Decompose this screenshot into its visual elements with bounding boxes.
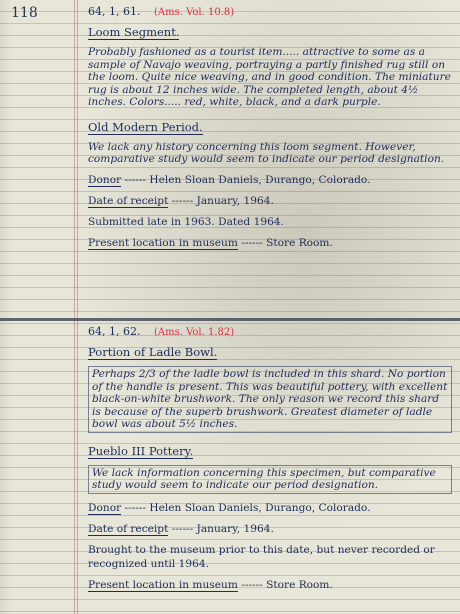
page-number: 118: [11, 5, 38, 21]
entry-title: Portion of Ladle Bowl.: [88, 345, 218, 359]
period-title: Old Modern Period.: [88, 119, 203, 134]
receipt-line: Date of receipt ------ January, 1964.: [88, 194, 274, 207]
entry-divider: [0, 318, 460, 321]
period-title: Pueblo III Pottery.: [88, 443, 194, 458]
donor-line: Donor ------ Helen Sloan Daniels, Durango, Colorado.: [88, 501, 371, 514]
location-value: Store Room.: [266, 236, 333, 249]
receipt-value: January, 1964.: [196, 194, 274, 207]
donor-value: Helen Sloan Daniels, Durango, Colorado.: [149, 173, 371, 186]
donor-line: Donor ------ Helen Sloan Daniels, Durango, Colorado.: [88, 173, 371, 186]
donor-label: Donor: [88, 173, 122, 186]
period-text: We lack information concerning this specimen, but comparative study would seem to indicate our period designation.: [88, 465, 452, 494]
receipt-line: Date of receipt ------ January, 1964.: [88, 522, 274, 535]
receipt-value: January, 1964.: [196, 522, 274, 535]
location-label: Present location in museum: [88, 236, 238, 249]
location-line: Present location in museum ------ Store Room.: [88, 578, 333, 591]
margin-line: [77, 0, 78, 614]
margin-line: [74, 0, 75, 614]
entry-title: Loom Segment.: [88, 25, 180, 39]
catalog-number: 64, 1, 61.: [88, 5, 141, 18]
entry-header: [88, 5, 452, 19]
donor-label: Donor: [88, 501, 122, 514]
catalog-entry: [88, 5, 452, 257]
location-value: Store Room.: [266, 578, 333, 591]
entry-note: Submitted late in 1963. Dated 1964.: [88, 215, 284, 228]
entry-note: Brought to the museum prior to this date, but never recorded or recognized until 1964.: [88, 543, 435, 570]
receipt-label: Date of receipt: [88, 194, 169, 207]
entry-description: Probably fashioned as a tourist item..... attractive to some as a sample of Navajo weaving, portraying a partly finished rug still on the loom. Quite nice weaving, and in good condition. The miniature rug is about 12 inches wide. The completed length, about 4½ inches. Colors..... red, white, black, and a dark purple.: [88, 46, 451, 108]
location-line: Present location in museum ------ Store Room.: [88, 236, 333, 249]
reference-note: (Ams. Vol. 10.8): [153, 7, 235, 18]
location-label: Present location in museum: [88, 578, 238, 591]
catalog-number: 64, 1, 62.: [88, 325, 141, 338]
reference-note: (Ams. Vol. 1.82): [153, 327, 235, 338]
donor-value: Helen Sloan Daniels, Durango, Colorado.: [149, 501, 371, 514]
catalog-entry: [88, 325, 452, 599]
receipt-label: Date of receipt: [88, 522, 169, 535]
period-text: We lack any history concerning this loom segment. However, comparative study would seem to indicate our period designation.: [88, 140, 445, 165]
entry-header: [88, 325, 452, 339]
entry-description: Perhaps 2/3 of the ladle bowl is included in this shard. No portion of the handle is present. This was beautiful pottery, with excellent black-on-white brushwork. The only reason we record this shard is because of the superb brushwork. Greatest diameter of ladle bowl was about 5½ inches.: [88, 366, 452, 433]
